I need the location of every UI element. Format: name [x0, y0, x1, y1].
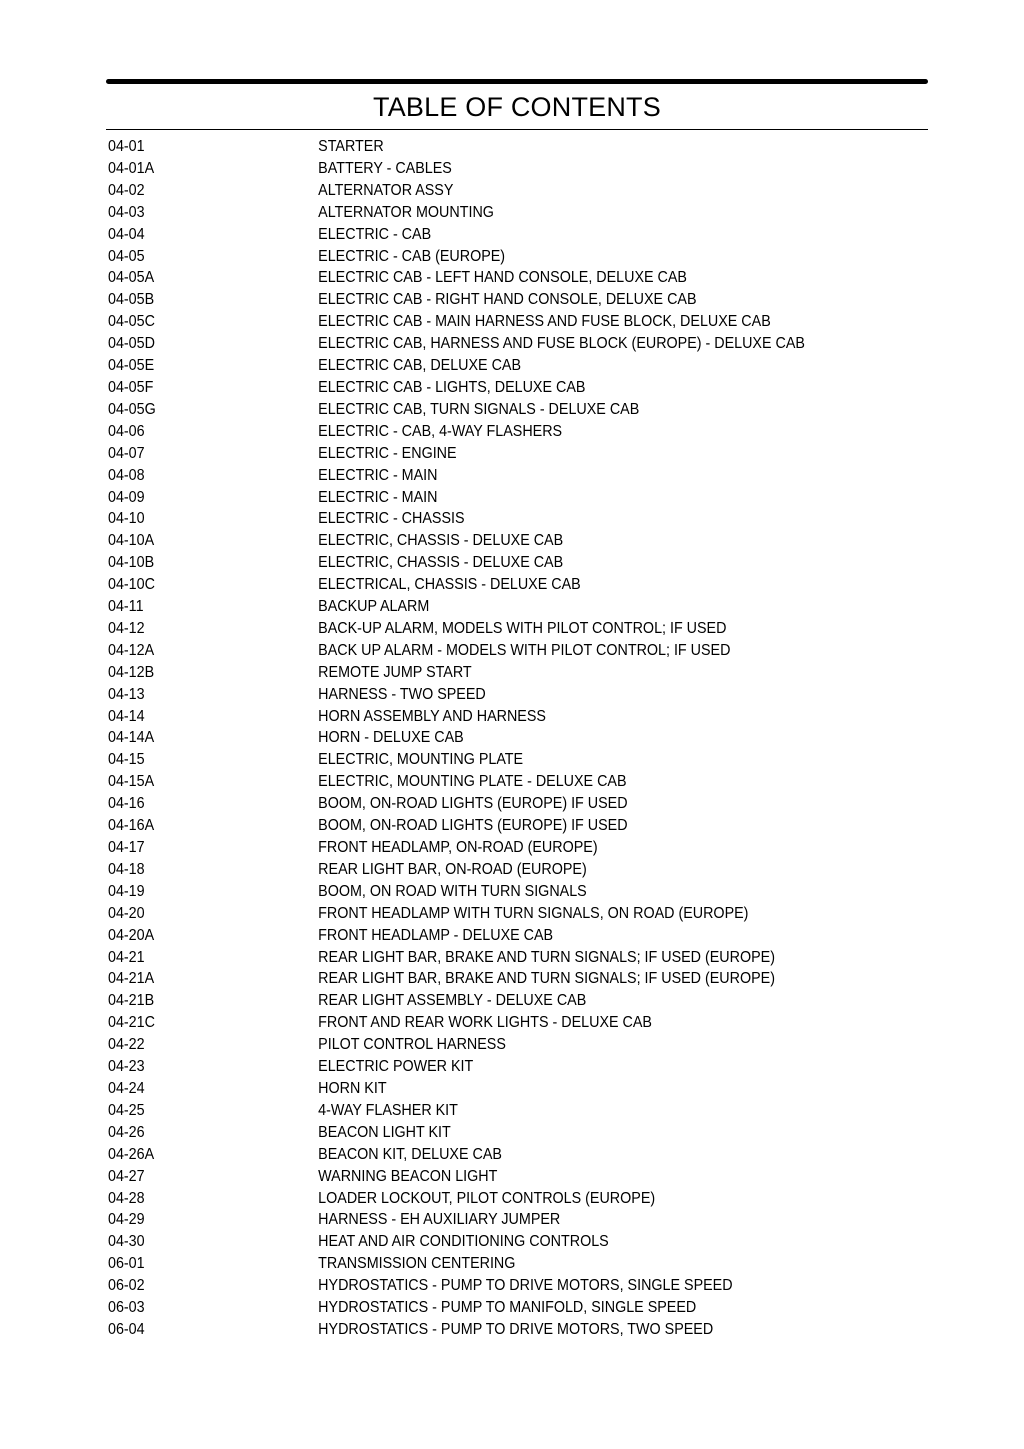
toc-entry-title: ELECTRIC CAB - MAIN HARNESS AND FUSE BLOCK, DELUXE CAB [318, 313, 771, 331]
toc-entry-code: 04-25 [108, 1101, 145, 1119]
toc-entry-code: 04-05A [108, 269, 155, 287]
toc-entry-code: 04-01A [108, 159, 155, 177]
toc-entry-title: ELECTRIC - MAIN [318, 466, 438, 484]
toc-entry-code: 06-01 [108, 1255, 145, 1273]
toc-entry-title: FRONT AND REAR WORK LIGHTS - DELUXE CAB [318, 1014, 652, 1032]
toc-entry-title: ELECTRIC - ENGINE [318, 444, 457, 462]
toc-entry-title: FRONT HEADLAMP, ON-ROAD (EUROPE) [318, 839, 598, 856]
toc-entry-title: BACKUP ALARM [318, 598, 430, 616]
toc-entry-title: 4-WAY FLASHER KIT [318, 1101, 458, 1119]
toc-entry-title: ELECTRIC CAB - LIGHTS, DELUXE CAB [318, 378, 586, 396]
toc-entry-title: BEACON LIGHT KIT [318, 1123, 451, 1141]
toc-entry[interactable] [108, 662, 871, 684]
toc-entry-title: BOOM, ON-ROAD LIGHTS (EUROPE) IF USED [318, 795, 628, 813]
toc-entry[interactable] [108, 749, 871, 771]
toc-entry[interactable] [108, 793, 871, 815]
toc-entry-code: 04-24 [108, 1079, 145, 1097]
page-title: TABLE OF CONTENTS [373, 92, 661, 122]
toc-entry-title: HORN ASSEMBLY AND HARNESS [318, 707, 546, 725]
toc-entry-title: ELECTRIC, MOUNTING PLATE - DELUXE CAB [318, 773, 627, 791]
toc-entry[interactable] [108, 1209, 871, 1231]
toc-entry[interactable] [108, 727, 871, 749]
toc-entry-code: 04-06 [108, 422, 145, 440]
toc-entry[interactable] [108, 1100, 871, 1122]
toc-entry-code: 04-14 [108, 707, 145, 725]
toc-entry-title: BACK UP ALARM - MODELS WITH PILOT CONTROL; IF USED [318, 641, 731, 659]
toc-entry[interactable] [108, 202, 871, 224]
toc-entry-title: ELECTRIC - CAB [318, 225, 432, 243]
toc-entry[interactable] [108, 1188, 871, 1210]
toc-entry[interactable] [108, 267, 871, 289]
toc-entry[interactable] [108, 1122, 871, 1144]
toc-entry[interactable] [108, 640, 871, 662]
toc-entry-title: ELECTRIC CAB, HARNESS AND FUSE BLOCK (EUROPE) - DELUXE CAB [318, 335, 805, 353]
top-rule [106, 79, 928, 84]
toc-entry[interactable] [108, 289, 871, 311]
toc-entry[interactable] [108, 443, 871, 465]
toc-entry-code: 04-03 [108, 203, 145, 221]
toc-entry-title: ELECTRIC, CHASSIS - DELUXE CAB [318, 554, 564, 572]
title-rule [106, 129, 928, 130]
toc-entry-title: ELECTRIC POWER KIT [318, 1058, 474, 1076]
toc-entry[interactable] [108, 224, 871, 246]
toc-entry[interactable] [108, 1034, 871, 1056]
toc-entry-code: 04-13 [108, 685, 145, 703]
toc-entry-title: HORN KIT [318, 1079, 387, 1097]
toc-entry-code: 04-19 [108, 882, 145, 900]
toc-entry-code: 04-05E [108, 357, 155, 375]
toc-entry-code: 04-22 [108, 1036, 145, 1054]
toc-entry-code: 04-16 [108, 795, 145, 813]
toc-entry[interactable] [108, 399, 871, 421]
toc-entry-code: 04-20 [108, 904, 145, 922]
toc-entry-code: 04-23 [108, 1058, 145, 1076]
toc-entry-code: 04-12 [108, 619, 145, 637]
toc-entry-title: HYDROSTATICS - PUMP TO MANIFOLD, SINGLE SPEED [318, 1299, 697, 1317]
toc-entry[interactable] [108, 508, 871, 530]
toc-entry[interactable] [108, 421, 871, 443]
toc-entry-title: BOOM, ON ROAD WITH TURN SIGNALS [318, 882, 587, 900]
toc-entry-code: 04-01 [108, 138, 145, 155]
toc-entry-title: HARNESS - TWO SPEED [318, 685, 486, 703]
toc-entry-title: ELECTRIC - CAB, 4-WAY FLASHERS [318, 422, 563, 440]
toc-entry[interactable] [108, 158, 871, 180]
toc-entry-title: WARNING BEACON LIGHT [318, 1167, 498, 1185]
toc-entry[interactable] [108, 596, 871, 618]
toc-entry-title: ALTERNATOR ASSY [318, 181, 454, 199]
toc-entry[interactable] [108, 859, 871, 881]
toc-entry[interactable] [108, 552, 871, 574]
toc-entry[interactable] [108, 311, 871, 333]
toc-entry[interactable] [108, 180, 871, 202]
toc-entry-title: HYDROSTATICS - PUMP TO DRIVE MOTORS, SINGLE SPEED [318, 1277, 733, 1295]
toc-entry-code: 04-05D [108, 335, 155, 353]
toc-entry-code: 04-21A [108, 970, 155, 988]
toc-entry[interactable] [108, 530, 871, 552]
toc-entry-title: FRONT HEADLAMP WITH TURN SIGNALS, ON ROAD (EUROPE) [318, 904, 749, 922]
toc-entry-code: 04-05 [108, 247, 145, 265]
toc-entry[interactable] [108, 618, 871, 640]
toc-entry[interactable] [108, 990, 871, 1012]
toc-entry[interactable] [108, 355, 871, 377]
toc-entry-code: 04-10A [108, 532, 155, 550]
toc-entry[interactable] [108, 903, 871, 925]
toc-entry-code: 04-09 [108, 488, 145, 506]
toc-entry-title: ELECTRIC - CAB (EUROPE) [318, 247, 506, 265]
toc-entry-title: FRONT HEADLAMP - DELUXE CAB [318, 926, 554, 944]
toc-entry-code: 04-27 [108, 1167, 145, 1185]
toc-entry[interactable] [108, 771, 871, 793]
toc-entry-title: ELECTRIC CAB - RIGHT HAND CONSOLE, DELUXE CAB [318, 291, 697, 309]
toc-entry-code: 06-03 [108, 1299, 145, 1317]
toc-entry-title: BATTERY - CABLES [318, 159, 452, 177]
toc-entry-code: 04-26A [108, 1145, 155, 1163]
toc-entry-title: ELECTRIC CAB, TURN SIGNALS - DELUXE CAB [318, 400, 640, 418]
toc-entry[interactable] [108, 465, 871, 487]
toc-entry-code: 04-21 [108, 948, 145, 966]
toc-entry[interactable] [108, 1078, 871, 1100]
toc-entry-code: 04-07 [108, 444, 145, 462]
toc-entry-title: BACK-UP ALARM, MODELS WITH PILOT CONTROL; IF USED [318, 619, 727, 637]
toc-entry[interactable] [108, 1056, 871, 1078]
toc-entry-code: 04-08 [108, 466, 145, 484]
toc-entry[interactable] [108, 1012, 871, 1034]
toc-entry-code: 04-16A [108, 817, 155, 835]
toc-entry-code: 04-17 [108, 839, 145, 856]
toc-entry-title: ELECTRICAL, CHASSIS - DELUXE CAB [318, 576, 581, 594]
toc-entry[interactable] [108, 968, 871, 990]
toc-entry-title: ELECTRIC CAB, DELUXE CAB [318, 357, 522, 375]
toc-entry-title: HEAT AND AIR CONDITIONING CONTROLS [318, 1233, 609, 1251]
toc-entry-code: 04-04 [108, 225, 145, 243]
toc-entry-code: 04-10B [108, 554, 155, 572]
toc-entry-code: 04-12A [108, 641, 155, 659]
toc-entry-title: TRANSMISSION CENTERING [318, 1255, 516, 1273]
toc-entry-code: 04-21B [108, 992, 155, 1010]
toc-entry-title: ELECTRIC CAB - LEFT HAND CONSOLE, DELUXE CAB [318, 269, 687, 287]
toc-entry-code: 04-11 [108, 598, 144, 616]
toc-entry-title: REAR LIGHT BAR, BRAKE AND TURN SIGNALS; IF USED (EUROPE) [318, 970, 775, 988]
toc-entry[interactable] [108, 487, 871, 509]
toc-entry-code: 04-30 [108, 1233, 145, 1251]
toc-entry[interactable] [108, 1144, 871, 1166]
toc-entry-title: ELECTRIC, MOUNTING PLATE [318, 751, 524, 769]
toc-entry-code: 04-05F [108, 378, 154, 396]
toc-entry-title: HORN - DELUXE CAB [318, 729, 464, 747]
toc-entry-code: 04-12B [108, 663, 155, 681]
toc-entry[interactable] [108, 1275, 871, 1297]
toc-entry[interactable] [108, 837, 871, 859]
toc-entry-title: BOOM, ON-ROAD LIGHTS (EUROPE) IF USED [318, 817, 628, 835]
toc-entry[interactable] [108, 947, 871, 969]
toc-entry-title: HARNESS - EH AUXILIARY JUMPER [318, 1211, 561, 1229]
toc-entry-code: 06-04 [108, 1320, 145, 1338]
toc-entry-code: 04-18 [108, 860, 145, 878]
toc-entry-title: ALTERNATOR MOUNTING [318, 203, 494, 221]
toc-entry[interactable] [108, 136, 871, 158]
toc-entry-code: 04-10C [108, 576, 155, 594]
toc-entry[interactable] [108, 706, 871, 728]
toc-entry-code: 04-14A [108, 729, 155, 747]
toc-entry-code: 04-05C [108, 313, 155, 331]
toc-entry[interactable] [108, 1231, 871, 1253]
table-of-contents [108, 136, 928, 1341]
toc-entry[interactable] [108, 815, 871, 837]
toc-entry-code: 04-15 [108, 751, 145, 769]
toc-entry-title: PILOT CONTROL HARNESS [318, 1036, 506, 1054]
toc-entry-code: 04-21C [108, 1014, 155, 1032]
toc-entry-code: 04-05B [108, 291, 155, 309]
toc-entry-code: 04-15A [108, 773, 155, 791]
toc-entry[interactable] [108, 377, 871, 399]
toc-entry-code: 04-10 [108, 510, 145, 528]
toc-entry-code: 04-20A [108, 926, 155, 944]
toc-entry-title: ELECTRIC - MAIN [318, 488, 438, 506]
toc-entry-code: 06-02 [108, 1277, 145, 1295]
toc-entry-title: REAR LIGHT BAR, BRAKE AND TURN SIGNALS; IF USED (EUROPE) [318, 948, 775, 966]
toc-entry[interactable] [108, 925, 871, 947]
toc-entry-title: REAR LIGHT ASSEMBLY - DELUXE CAB [318, 992, 587, 1010]
toc-entry-code: 04-28 [108, 1189, 145, 1207]
toc-entry[interactable] [108, 333, 871, 355]
toc-entry[interactable] [108, 1253, 871, 1275]
toc-entry-code: 04-05G [108, 400, 156, 418]
toc-entry[interactable] [108, 1297, 871, 1319]
toc-entry[interactable] [108, 1319, 871, 1341]
toc-entry[interactable] [108, 1166, 871, 1188]
toc-entry-title: ELECTRIC - CHASSIS [318, 510, 465, 528]
toc-entry-title: BEACON KIT, DELUXE CAB [318, 1145, 502, 1163]
toc-entry-code: 04-02 [108, 181, 145, 199]
toc-entry[interactable] [108, 684, 871, 706]
toc-entry[interactable] [108, 246, 871, 268]
toc-entry-title: LOADER LOCKOUT, PILOT CONTROLS (EUROPE) [318, 1189, 656, 1207]
toc-entry-code: 04-29 [108, 1211, 145, 1229]
toc-entry-title: REAR LIGHT BAR, ON-ROAD (EUROPE) [318, 860, 587, 878]
toc-entry-title: STARTER [318, 138, 384, 155]
toc-entry[interactable] [108, 881, 871, 903]
toc-entry-code: 04-26 [108, 1123, 145, 1141]
toc-entry-title: ELECTRIC, CHASSIS - DELUXE CAB [318, 532, 564, 550]
toc-entry[interactable] [108, 574, 871, 596]
toc-entry-title: REMOTE JUMP START [318, 663, 472, 681]
toc-entry-title: HYDROSTATICS - PUMP TO DRIVE MOTORS, TWO SPEED [318, 1320, 714, 1338]
